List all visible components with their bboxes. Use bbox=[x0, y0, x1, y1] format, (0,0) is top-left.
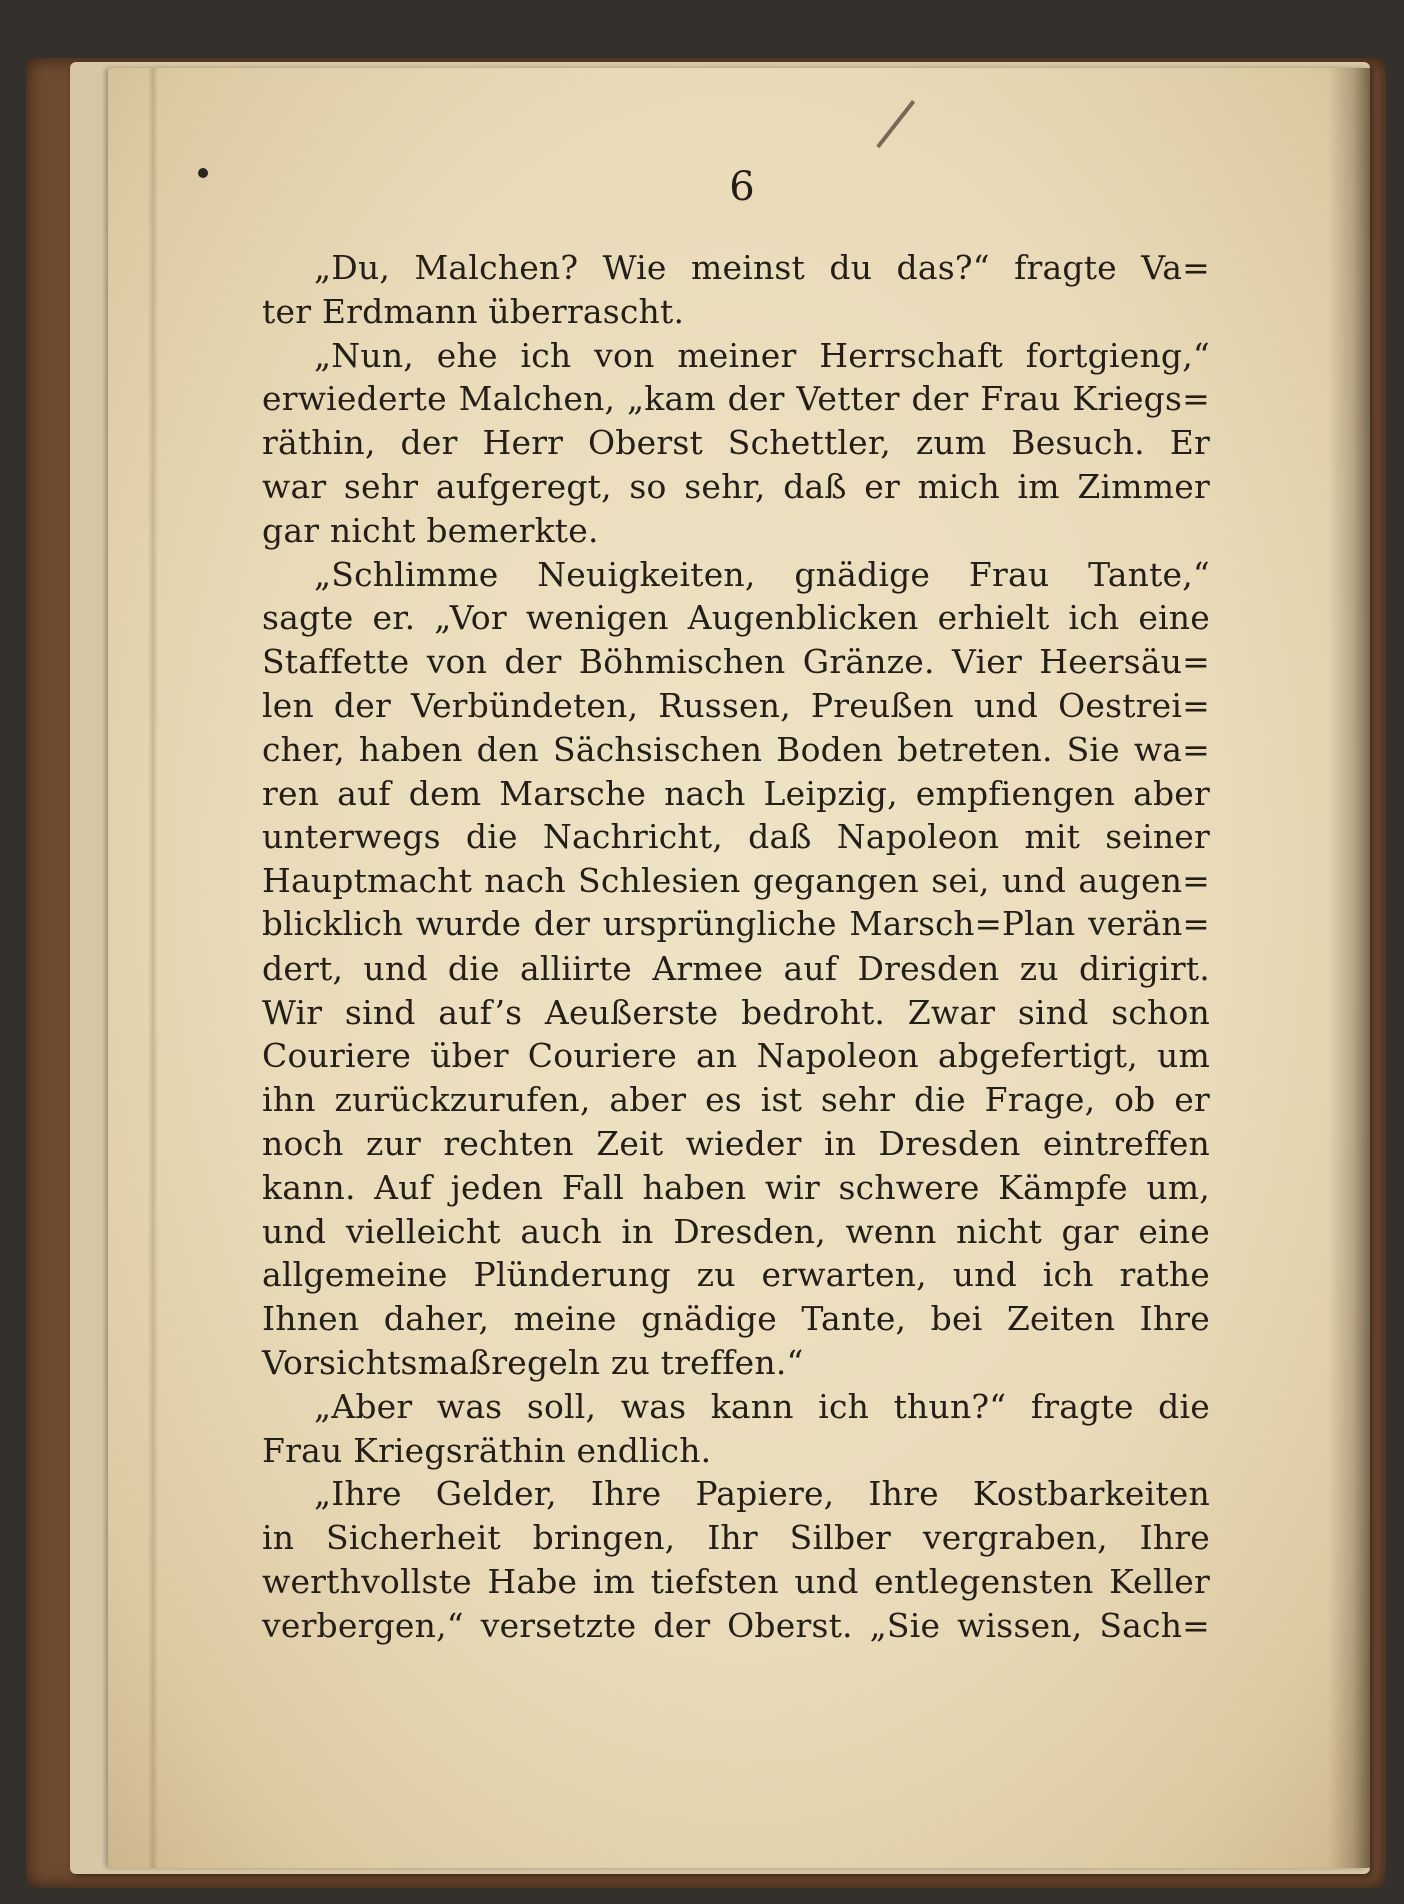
page-number: 6 bbox=[729, 164, 755, 210]
text-line: in Sicherheit bringen, Ihr Silber vergraben, Ihre bbox=[262, 1518, 1210, 1558]
text-line: verbergen,“ versetzte der Oberst. „Sie wissen, Sach= bbox=[262, 1605, 1210, 1645]
page-crease bbox=[148, 68, 158, 1868]
text-line: räthin, der Herr Oberst Schettler, zum Besuch. Er bbox=[262, 423, 1210, 463]
text-line: kann. Auf jeden Fall haben wir schwere Kämpfe um, bbox=[262, 1167, 1210, 1207]
text-line: len der Verbündeten, Russen, Preußen und Oestrei= bbox=[262, 685, 1210, 725]
text-line: sagte er. „Vor wenigen Augenblicken erhielt ich eine bbox=[262, 598, 1210, 638]
text-line: „Nun, ehe ich von meiner Herrschaft fortgieng,“ bbox=[314, 335, 1210, 375]
page-gutter-shadow bbox=[1328, 68, 1370, 1868]
text-line: Vorsichtsmaßregeln zu treffen.“ bbox=[262, 1342, 804, 1382]
text-line: war sehr aufgeregt, so sehr, daß er mich im Zimmer bbox=[262, 466, 1210, 506]
ink-dot bbox=[198, 168, 208, 178]
text-line: erwiederte Malchen, „kam der Vetter der Frau Kriegs= bbox=[262, 379, 1210, 419]
text-line: werthvollste Habe im tiefsten und entlegensten Keller bbox=[262, 1561, 1210, 1601]
text-line: „Ihre Gelder, Ihre Papiere, Ihre Kostbarkeiten bbox=[314, 1474, 1210, 1514]
text-line: unterwegs die Nachricht, daß Napoleon mit seiner bbox=[262, 817, 1210, 857]
text-line: ren auf dem Marsche nach Leipzig, empfiengen aber bbox=[262, 773, 1210, 813]
text-line: „Schlimme Neuigkeiten, gnädige Frau Tante,“ bbox=[314, 554, 1210, 594]
text-line: blicklich wurde der ursprüngliche Marsch=Plan verän= bbox=[262, 904, 1210, 943]
text-line: Staffette von der Böhmischen Gränze. Vier Heersäu= bbox=[262, 642, 1210, 682]
body-text bbox=[262, 246, 1210, 1648]
text-line: allgemeine Plünderung zu erwarten, und ich rathe bbox=[262, 1255, 1210, 1295]
text-line: cher, haben den Sächsischen Boden betreten. Sie wa= bbox=[262, 729, 1210, 769]
text-line: Frau Kriegsräthin endlich. bbox=[262, 1430, 712, 1470]
text-line: gar nicht bemerkte. bbox=[262, 510, 599, 550]
text-line: „Du, Malchen? Wie meinst du das?“ fragte Va= bbox=[314, 248, 1210, 287]
text-line: Couriere über Couriere an Napoleon abgefertigt, um bbox=[262, 1036, 1210, 1076]
text-line: ter Erdmann überrascht. bbox=[262, 291, 685, 331]
text-line: und vielleicht auch in Dresden, wenn nicht gar eine bbox=[262, 1211, 1210, 1251]
text-line: Wir sind auf’s Aeußerste bedroht. Zwar sind schon bbox=[262, 992, 1210, 1032]
text-line: noch zur rechten Zeit wieder in Dresden eintreffen bbox=[262, 1123, 1210, 1163]
text-line: ihn zurückzurufen, aber es ist sehr die Frage, ob er bbox=[262, 1080, 1210, 1120]
text-line: „Aber was soll, was kann ich thun?“ fragte die bbox=[314, 1386, 1210, 1426]
text-line: Hauptmacht nach Schlesien gegangen sei, und augen= bbox=[262, 861, 1210, 901]
text-line: Ihnen daher, meine gnädige Tante, bei Zeiten Ihre bbox=[262, 1299, 1210, 1339]
text-line: dert, und die alliirte Armee auf Dresden zu dirigirt. bbox=[262, 948, 1210, 988]
